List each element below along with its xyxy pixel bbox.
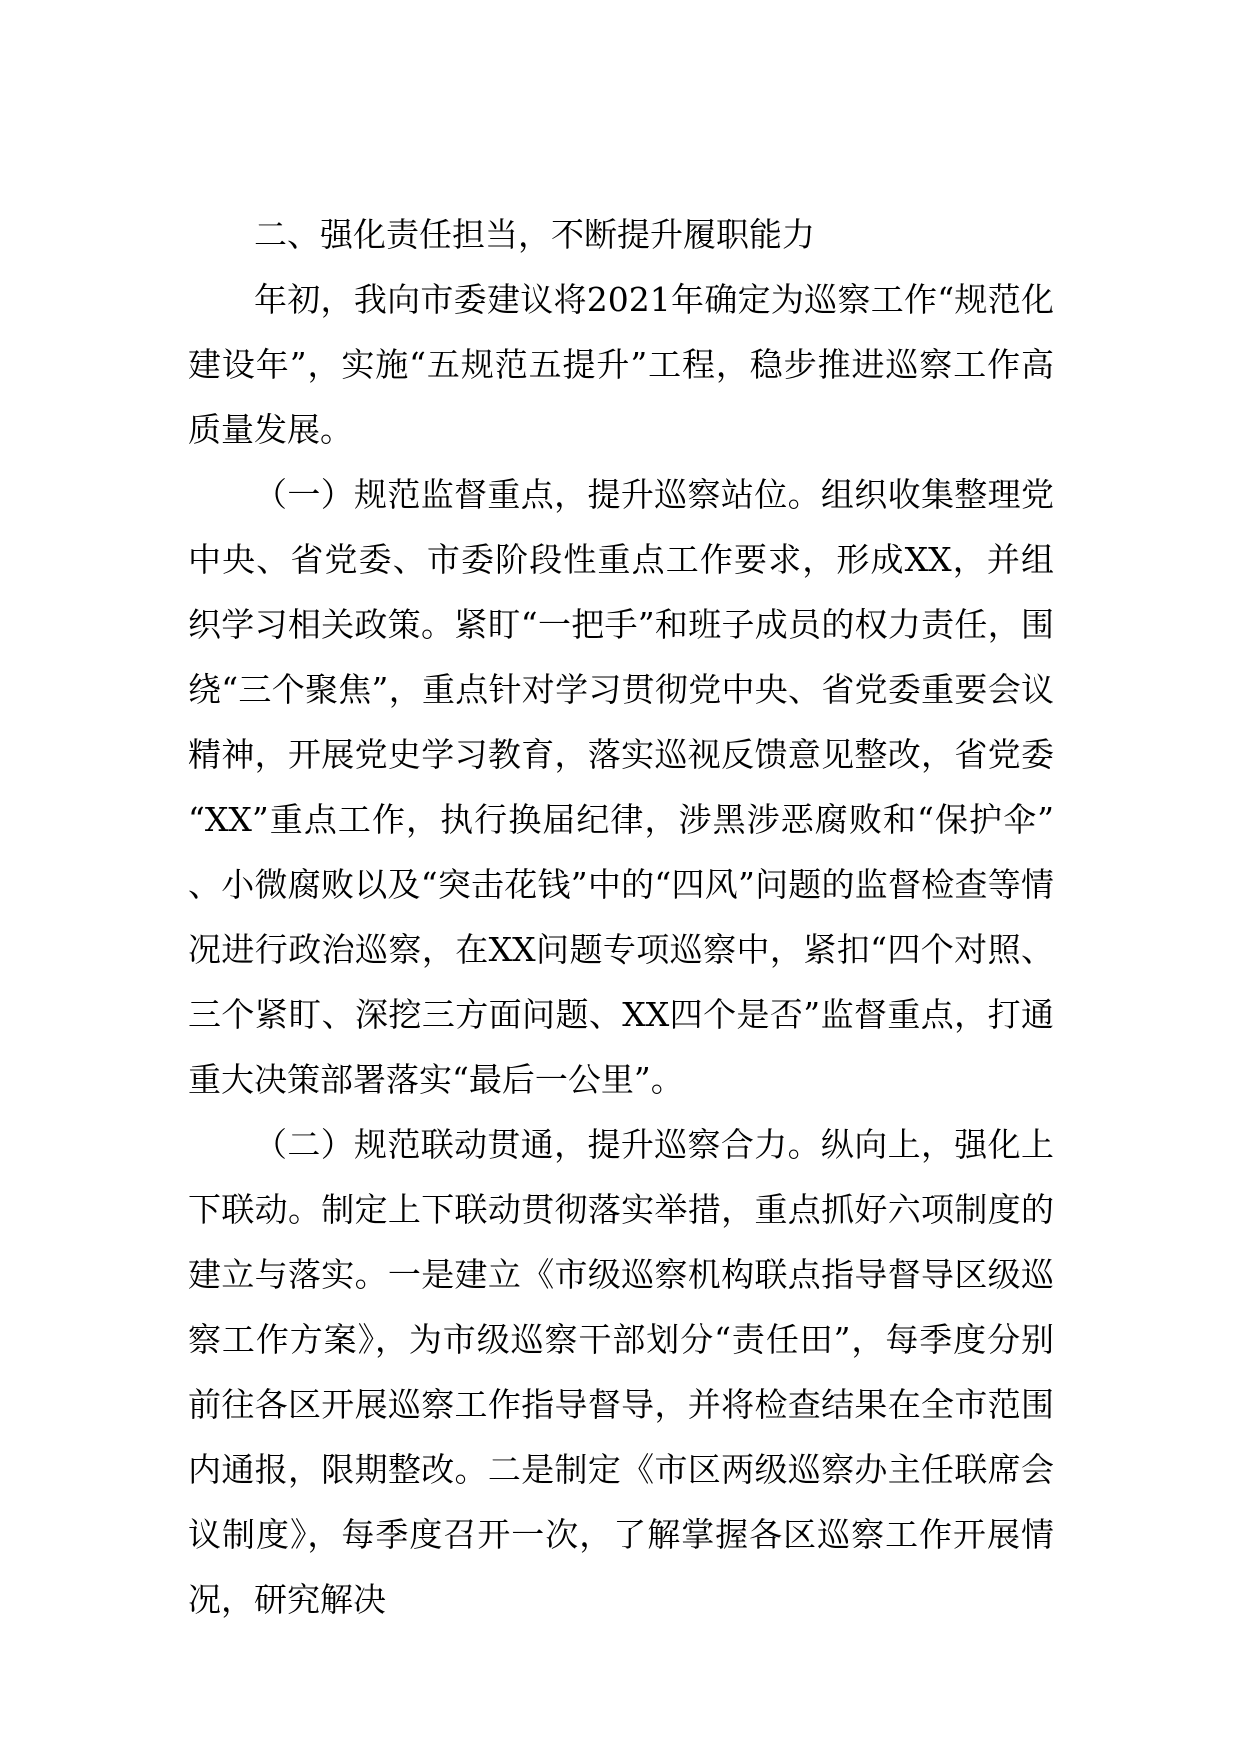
paragraph-intro: 年初，我向市委建议将2021年确定为巡察工作“规范化建设年”，实施“五规范五提升”工程，稳步推进巡察工作高质量发展。 bbox=[188, 280, 1054, 449]
document-body bbox=[188, 202, 1054, 1632]
paragraph-item-2: （二）规范联动贯通，提升巡察合力。纵向上，强化上下联动。制定上下联动贯彻落实举措，重点抓好六项制度的建立与落实。一是建立《市级巡察机构联点指导督导区级巡察工作方案》，为市级巡察干部划分“责任田”，每季度分别前往各区开展巡察工作指导督导，并将检查结果在全市范围内通报，限期整改。二是制定《市区两级巡察办主任联席会议制度》，每季度召开一次，了解掌握各区巡察工作开展情况，研究解决 bbox=[188, 1125, 1054, 1619]
paragraph-item-1: （一）规范监督重点，提升巡察站位。组织收集整理党中央、省党委、市委阶段性重点工作要求，形成XX，并组织学习相关政策。紧盯“一把手”和班子成员的权力责任，围绕“三个聚焦”，重点针对学习贯彻党中央、省党委重要会议精神，开展党史学习教育，落实巡视反馈意见整改，省党委“XX”重点工作，执行换届纪律，涉黑涉恶腐败和“保护伞”、小微腐败以及“突击花钱”中的“四风”问题的监督检查等情况进行政治巡察，在XX问题专项巡察中，紧扣“四个对照、三个紧盯、深挖三方面问题、XX四个是否”监督重点，打通重大决策部署落实“最后一公里”。 bbox=[188, 475, 1054, 1099]
section-heading: 二、强化责任担当，不断提升履职能力 bbox=[254, 215, 815, 254]
